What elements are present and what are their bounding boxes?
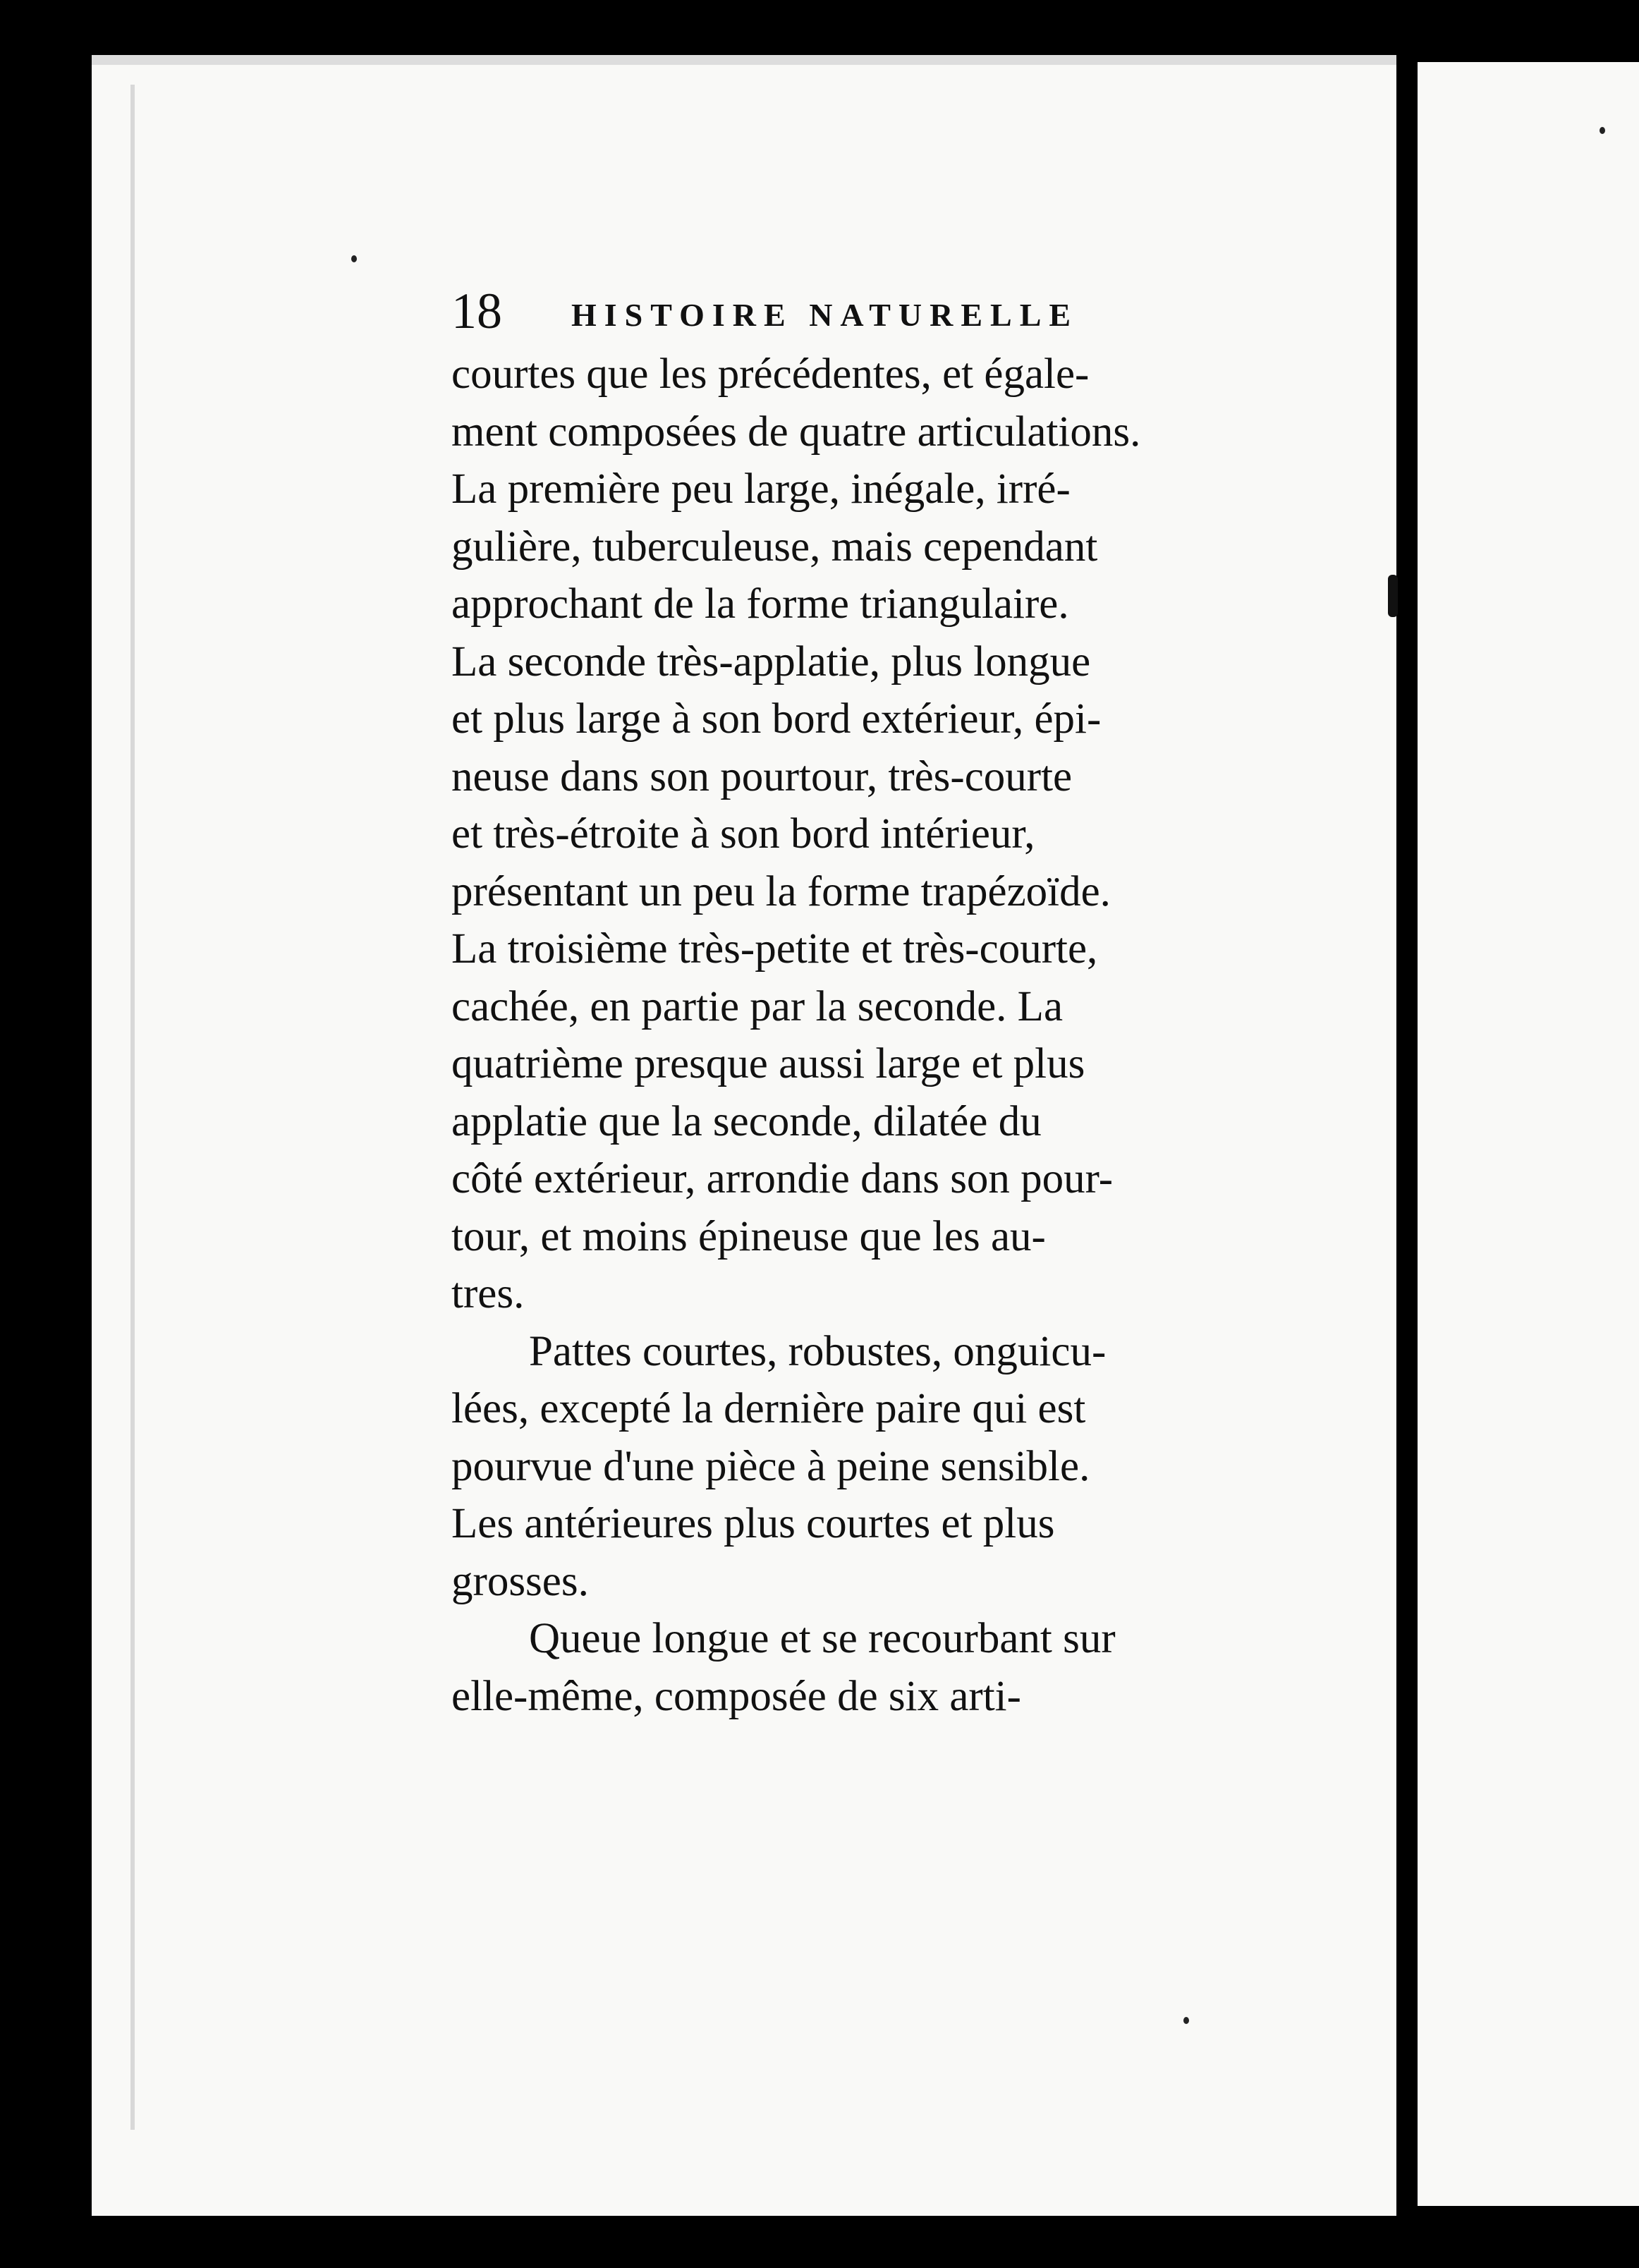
- page-number: 18: [451, 283, 502, 339]
- text-line: quatrième presque aussi large et plus: [451, 1040, 1085, 1087]
- text-line: tres.: [451, 1270, 525, 1317]
- main-text-block: [451, 346, 1255, 1725]
- text-line: pourvue d'une pièce à peine sensible.: [451, 1442, 1090, 1490]
- text-line: lées, excepté la dernière paire qui est: [451, 1385, 1086, 1432]
- text-line: cachée, en partie par la seconde. La: [451, 982, 1064, 1030]
- text-line: La troisième très-petite et très-courte,: [451, 925, 1098, 973]
- binding-mark: [1388, 575, 1398, 617]
- text-line: elle-même, composée de six arti-: [451, 1672, 1021, 1720]
- text-line: grosses.: [451, 1557, 589, 1605]
- right-page: [1418, 62, 1639, 2206]
- text-line: et très-étroite à son bord intérieur,: [451, 810, 1035, 858]
- speck: [1183, 2017, 1189, 2024]
- page-header: [451, 282, 1298, 346]
- page-edge: [130, 85, 135, 2130]
- text-line: tour, et moins épineuse que les au-: [451, 1212, 1046, 1260]
- speck: [1600, 127, 1605, 134]
- text-line: La seconde très-applatie, plus longue: [451, 638, 1091, 685]
- text-line: présentant un peu la forme trapézoïde.: [451, 867, 1111, 915]
- text-line: La première peu large, inégale, irré-: [451, 465, 1071, 513]
- text-line: applatie que la seconde, dilatée du: [451, 1097, 1042, 1145]
- running-head: HISTOIRE NATURELLE: [571, 297, 1079, 333]
- speck: [351, 255, 357, 262]
- text-line: approchant de la forme triangulaire.: [451, 580, 1069, 628]
- text-line: gulière, tuberculeuse, mais cependant: [451, 523, 1098, 571]
- text-line: Queue longue et se recourbant sur: [529, 1615, 1116, 1662]
- text-line: ment composées de quatre articulations.: [451, 408, 1141, 456]
- text-line: et plus large à son bord extérieur, épi-: [451, 695, 1102, 743]
- text-line: Pattes courtes, robustes, onguicu-: [529, 1327, 1107, 1375]
- text-line: courtes que les précédentes, et égale-: [451, 350, 1090, 398]
- text-line: côté extérieur, arrondie dans son pour-: [451, 1155, 1114, 1202]
- text-line: neuse dans son pourtour, très-courte: [451, 752, 1073, 800]
- text-line: Les antérieures plus courtes et plus: [451, 1500, 1055, 1547]
